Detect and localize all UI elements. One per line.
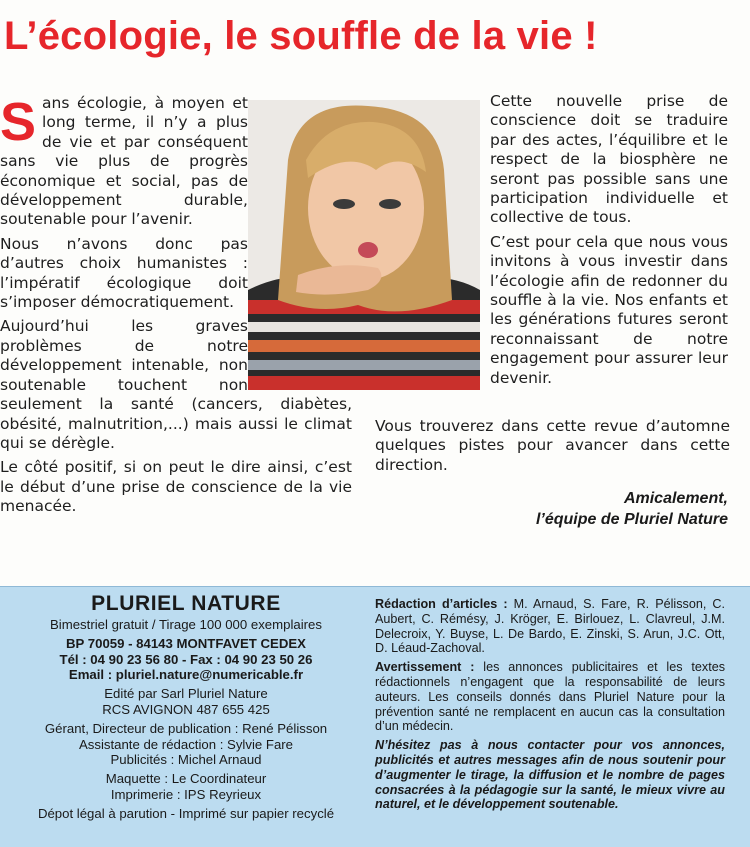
woman-blowing-kiss-photo (248, 100, 480, 390)
printer: Imprimerie : IPS Reyrieux (110, 786, 262, 802)
subtitle: Bimestriel gratuit / Tirage 100 000 exemplaires (50, 617, 322, 632)
layout-credit: Maquette : Le Coordinateur (105, 771, 267, 787)
portrait-illustration (248, 100, 480, 390)
wide-column (375, 417, 730, 480)
paragraph-invitation: C’est pour cela que nous vous invitons à vous investir dans l’écologie afin de redonner du souffle à la vie. Nos enfants et les générations futures seront reconnaissant de notre engagement pour assurer leur devenir. (490, 232, 728, 387)
signature-greeting: Amicalement, (623, 490, 728, 507)
paragraph-problems: Aujourd’hui les graves problèmes de notre développement intenable, non soutenable touchent non seulement la santé (cancers, diabètes, obésité, malnutrition,...) mais aussi le climat qui se dérègle. (0, 317, 352, 452)
signature-team: l’équipe de Pluriel Nature (535, 511, 728, 528)
manager: Gérant, Directeur de publication : René Pélisson (44, 720, 328, 736)
paragraph-review: Vous trouverez dans cette revue d’automne quelques pistes pour avancer dans cette direction. (375, 417, 730, 474)
assistant: Assistante de rédaction : Sylvie Fare (78, 736, 294, 752)
masthead-footer (0, 586, 750, 847)
page-title: L’écologie, le souffle de la vie ! (4, 14, 598, 58)
paragraph-positive: Le côté positif, si on peut le dire ainsi, c’est le début d’une prise de conscience de la vie menacée. (0, 458, 352, 516)
contact-call-to-action: N’hésitez pas à nous contacter pour vos annonces, publicités et autres messages afin de nous soutenir pour d’augmenter le tirage, la diffusion et le nombre de pages consacrées à la pédagogie sur la santé, le mieux vivre au naturel, et le développement soutenable. (375, 738, 725, 812)
publication-info (0, 589, 372, 822)
legal-deposit: Dépot légal à parution - Imprimé sur papier recyclé (37, 805, 335, 821)
redaction-credits: Rédaction d’articles : M. Arnaud, S. Fare, R. Pélisson, C. Aubert, C. Rémésy, J. Kröger, E. Birlouez, L. Clavreul, J.M. Delecroix, Y. Buyse, L. De Bardo, E. Zinski, S. Arun, J.C. Ott, D. Léaud-Zachoval. (375, 597, 725, 656)
phone-fax: Tél : 04 90 23 56 80 - Fax : 04 90 23 50 26 (59, 651, 313, 667)
rcs: RCS AVIGNON 487 655 425 (102, 701, 270, 717)
signature (536, 488, 728, 530)
advertising: Publicités : Michel Arnaud (110, 752, 262, 768)
intro-paragraph: Sans écologie, à moyen et long terme, il n’y a plus de vie et par conséquent sans vie plus de progrès économique et social, pas de développement durable, soutenable pour l’avenir. (0, 92, 248, 229)
editorial-credits (375, 597, 725, 816)
paragraph-awareness: Cette nouvelle prise de conscience doit se traduire par des actes, l’équilibre et le respect de la biosphère ne seront pas possible sans une participation individuelle et collective de tous. (490, 92, 728, 227)
warning: Avertissement : les annonces publicitaires et les textes rédactionnels n’engagent que la responsabilité de leurs auteurs. Les conseils donnés dans Pluriel Nature pour la prévention santé ne remplacent en aucun cas la consultation d’un médecin. (375, 660, 725, 734)
publisher: Edité par Sarl Pluriel Nature (104, 686, 268, 702)
postal-address: BP 70059 - 84143 MONTFAVET CEDEX (66, 635, 306, 651)
drop-cap: S (0, 92, 37, 152)
paragraph-choices: Nous n’avons donc pas d’autres choix humanistes : l’impératif écologique doit s’imposer démocratiquement. (0, 234, 248, 312)
right-column (490, 92, 728, 393)
email: Email : pluriel.nature@numericable.fr (68, 667, 304, 683)
brand-name: PLURIEL NATURE (91, 592, 281, 615)
